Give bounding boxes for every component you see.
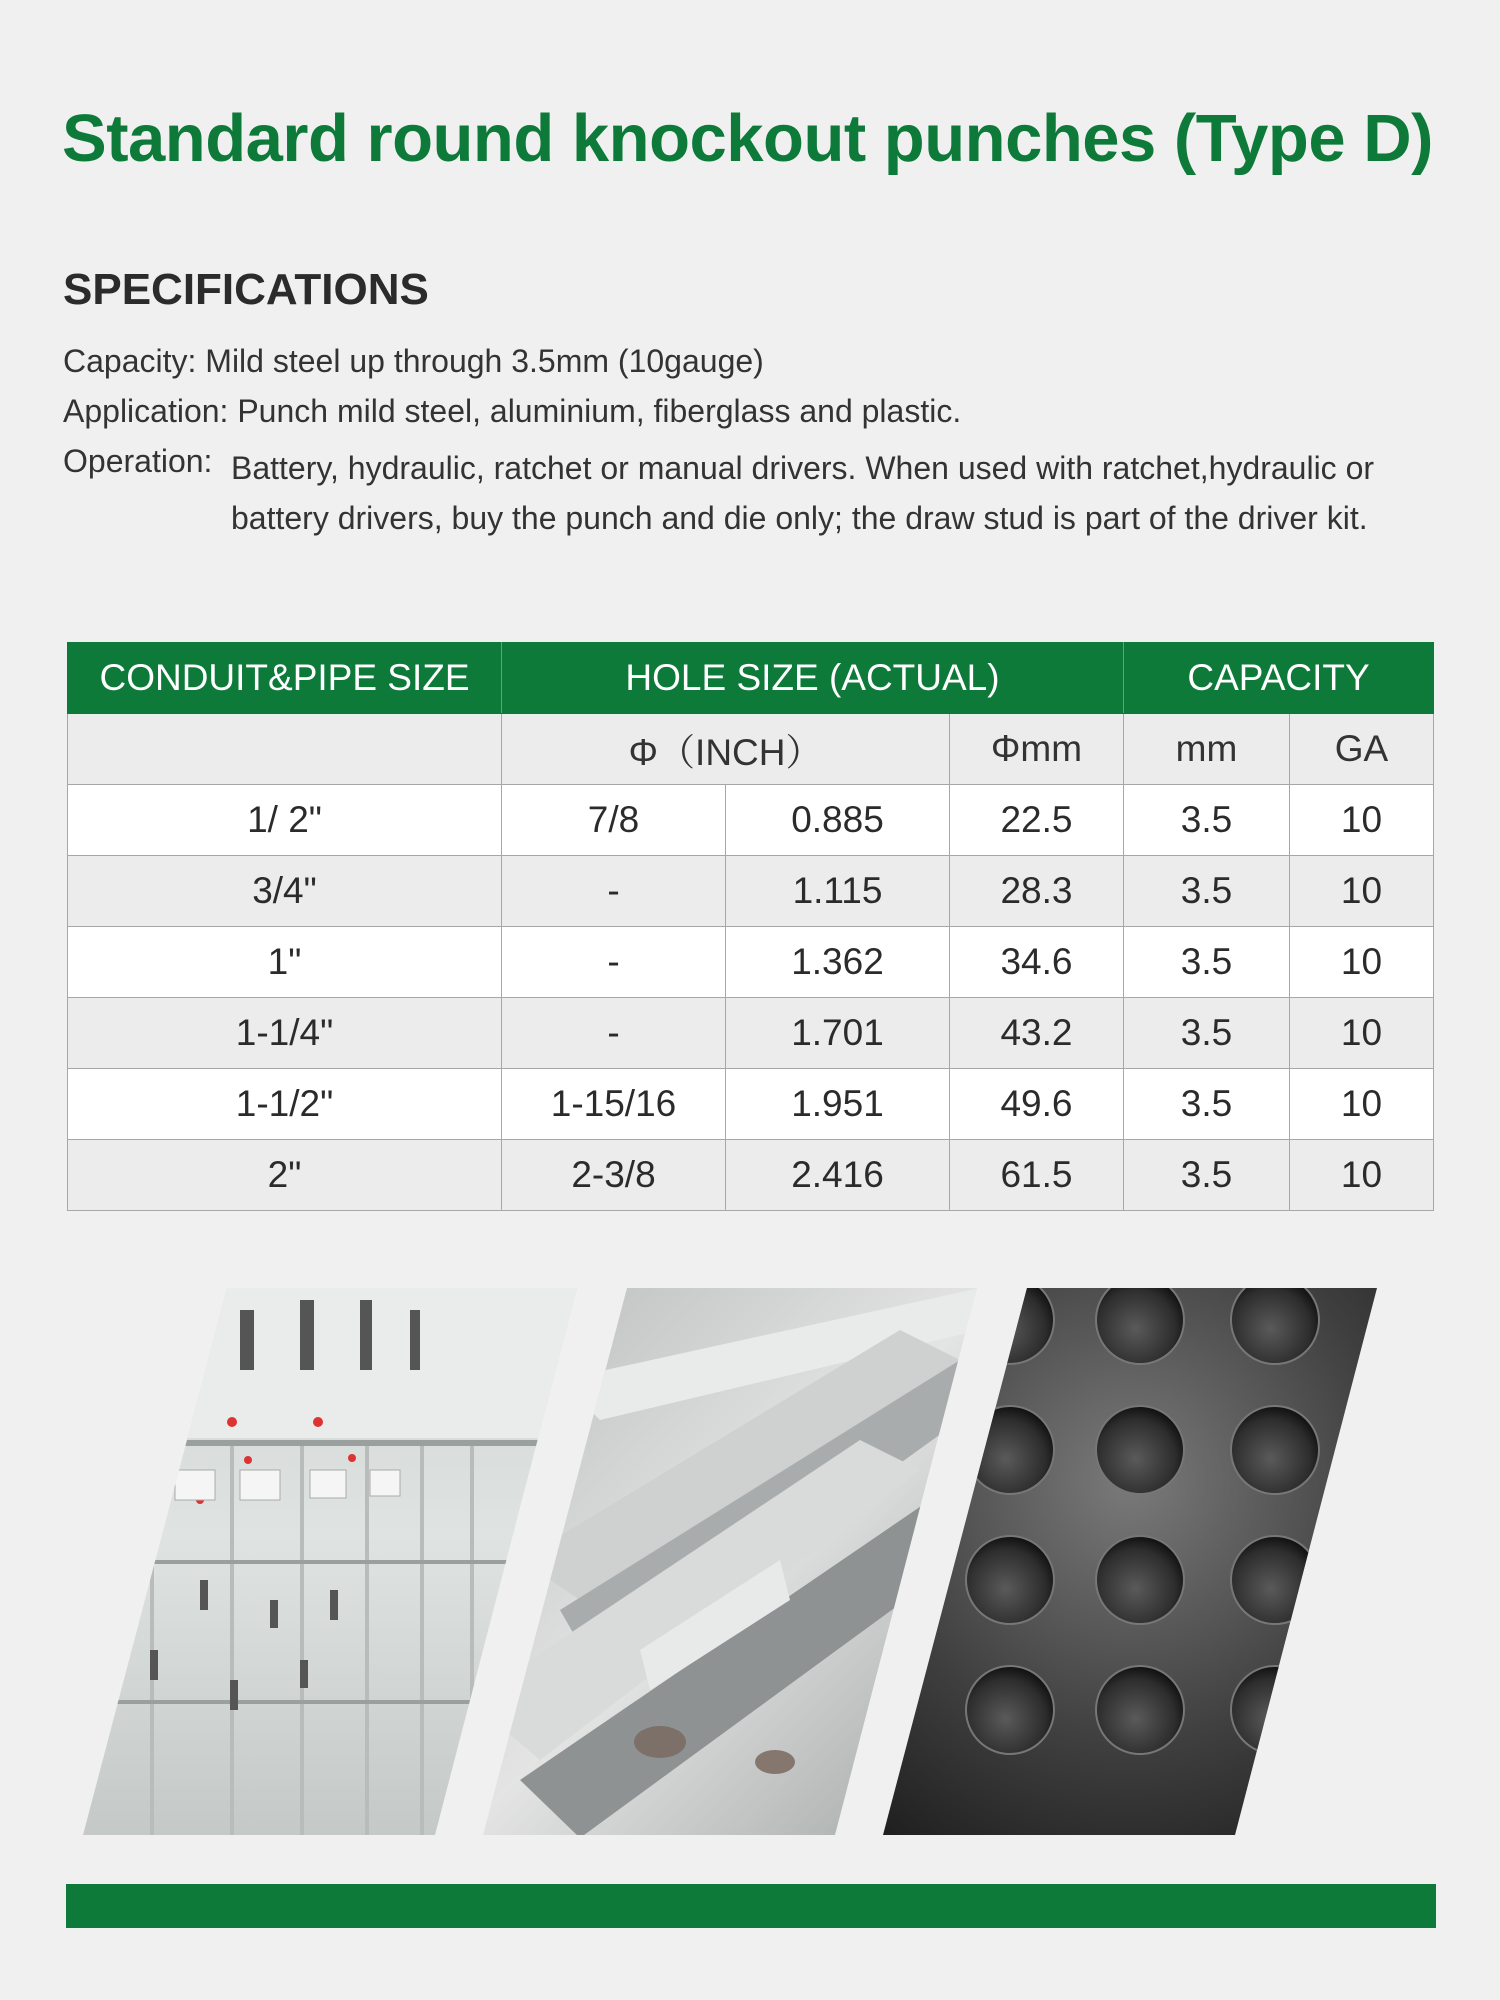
cell-capacity-mm: 3.5 (1124, 785, 1290, 856)
cell-ga: 10 (1290, 856, 1434, 927)
cell-decimal: 1.701 (726, 998, 950, 1069)
cell-ga: 10 (1290, 1140, 1434, 1211)
cell-capacity-mm: 3.5 (1124, 998, 1290, 1069)
spec-capacity: Capacity: Mild steel up through 3.5mm (10gauge) (63, 343, 764, 379)
subheader-ga: GA (1290, 714, 1434, 785)
cell-conduit: 2" (68, 1140, 502, 1211)
spec-application: Application: Punch mild steel, aluminium, fiberglass and plastic. (63, 393, 962, 429)
subheader-inch: Φ（INCH） (502, 714, 950, 785)
cell-fraction: 2-3/8 (502, 1140, 726, 1211)
cell-capacity-mm: 3.5 (1124, 1069, 1290, 1140)
cell-mm: 49.6 (950, 1069, 1124, 1140)
spec-operation-text: Battery, hydraulic, ratchet or manual drivers. When used with ratchet,hydraulic or battery drivers, buy the punch and die only; the draw stud is part of the driver kit. (231, 450, 1375, 536)
cell-ga: 10 (1290, 1069, 1434, 1140)
cell-decimal: 0.885 (726, 785, 950, 856)
cell-ga: 10 (1290, 927, 1434, 998)
cell-ga: 10 (1290, 998, 1434, 1069)
cell-fraction: 1-15/16 (502, 1069, 726, 1140)
cell-mm: 34.6 (950, 927, 1124, 998)
cell-mm: 22.5 (950, 785, 1124, 856)
cell-capacity-mm: 3.5 (1124, 1140, 1290, 1211)
header-capacity: CAPACITY (1124, 643, 1434, 714)
cell-ga: 10 (1290, 785, 1434, 856)
footer-bar (66, 1884, 1436, 1928)
cell-conduit: 1-1/2" (68, 1069, 502, 1140)
header-conduit-pipe-size: CONDUIT&PIPE SIZE (68, 643, 502, 714)
cell-mm: 28.3 (950, 856, 1124, 927)
subheader-mm: Φmm (950, 714, 1124, 785)
cell-decimal: 2.416 (726, 1140, 950, 1211)
cell-fraction: - (502, 998, 726, 1069)
cell-fraction: - (502, 856, 726, 927)
cell-decimal: 1.362 (726, 927, 950, 998)
cell-conduit: 3/4" (68, 856, 502, 927)
header-hole-size: HOLE SIZE (ACTUAL) (502, 643, 1124, 714)
cell-conduit: 1/ 2" (68, 785, 502, 856)
subheader-capacity-mm: mm (1124, 714, 1290, 785)
cell-fraction: 7/8 (502, 785, 726, 856)
cell-capacity-mm: 3.5 (1124, 856, 1290, 927)
specifications-heading: SPECIFICATIONS (63, 265, 429, 314)
page-title: Standard round knockout punches (Type D) (62, 101, 1433, 176)
cell-conduit: 1" (68, 927, 502, 998)
cell-decimal: 1.115 (726, 856, 950, 927)
cell-capacity-mm: 3.5 (1124, 927, 1290, 998)
cell-decimal: 1.951 (726, 1069, 950, 1140)
cell-mm: 43.2 (950, 998, 1124, 1069)
cell-fraction: - (502, 927, 726, 998)
cell-conduit: 1-1/4" (68, 998, 502, 1069)
spec-operation-label: Operation: (63, 443, 213, 479)
cell-mm: 61.5 (950, 1140, 1124, 1211)
